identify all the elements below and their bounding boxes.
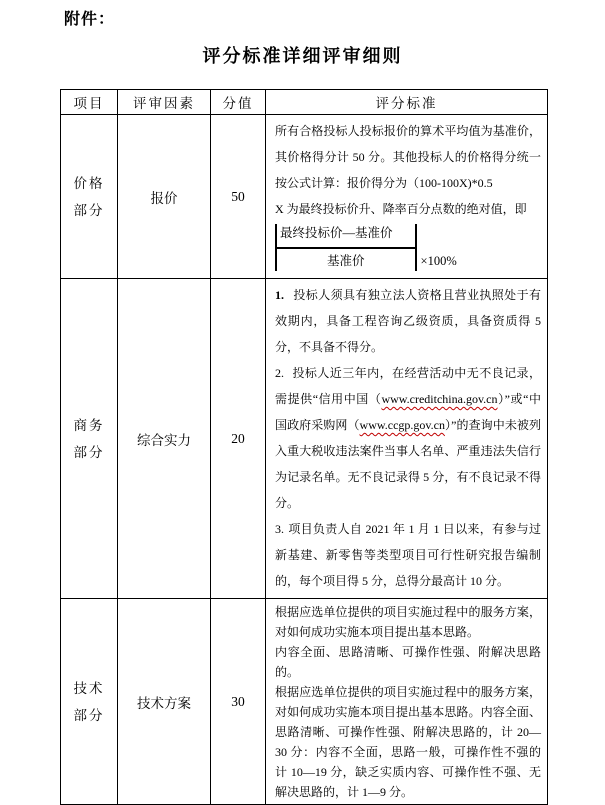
item-label: 商务部分: [73, 417, 105, 460]
criteria-paragraph-1: 根据应选单位提供的项目实施过程中的服务方案，对如何成功实施本项目提出基本思路。: [275, 605, 541, 639]
criteria-cell: [266, 279, 548, 599]
item-label: 价格部分: [73, 175, 105, 218]
table-row-business: [61, 279, 548, 599]
table-row-technical: [61, 599, 548, 805]
column-header-criteria: 评分标准: [266, 90, 548, 115]
paragraph-number: 1.: [275, 288, 284, 302]
paragraph-text: 投标人近三年内，在经营活动中无不良记录，需提供“信用中国（: [275, 366, 541, 406]
item-label: 技术部分: [73, 680, 105, 723]
column-header-factor: 评审因素: [118, 90, 211, 115]
formula-multiplier: ×100%: [420, 254, 457, 268]
attachment-label: 附件：: [64, 11, 116, 28]
criteria-paragraph-2: [275, 360, 541, 516]
scoring-table: [60, 89, 548, 805]
formula-numerator: 最终投标价—基准价: [277, 224, 415, 249]
factor-cell: 综合实力: [118, 279, 211, 599]
criteria-cell: [266, 115, 548, 279]
paragraph-text: 投标人须具有独立法人资格且营业执照处于有效期内，具备工程咨询乙级资质，具备资质得 5 分，不具备不得分。: [275, 288, 541, 354]
column-header-item: 项目: [61, 90, 118, 115]
creditchina-url: www.creditchina.gov.cn: [381, 392, 498, 406]
score-cell: 30: [211, 599, 266, 805]
formula-fraction: [275, 224, 417, 271]
column-header-score: 分值: [211, 90, 266, 115]
formula-denominator: 基准价: [327, 254, 365, 268]
score-cell: 20: [211, 279, 266, 599]
item-cell: [61, 279, 118, 599]
paragraph-text: ）”或“中国政府采购网（: [275, 392, 542, 432]
factor-cell: 报价: [118, 115, 211, 279]
criteria-paragraph-1: [275, 282, 541, 360]
criteria-paragraph: 所有合格投标人投标报价的算术平均值为基准价，其价格得分计 50 分。其他投标人的价格得分统一按公式计算：报价得分为（100-100X)*0.5: [275, 124, 541, 190]
paragraph-number: 2.: [275, 366, 284, 380]
score-cell: 50: [211, 115, 266, 279]
table-header-row: [61, 90, 548, 115]
criteria-paragraph-2: 内容全面、思路清晰、可操作性强、附解决思路的。: [275, 645, 541, 679]
page-title: 评分标准详细评审细则: [202, 46, 403, 66]
paragraph-number: 3.: [275, 522, 284, 536]
price-score-formula: [275, 224, 457, 271]
criteria-paragraph: X 为最终投标价升、降率百分点数的绝对值，即: [275, 202, 527, 216]
paragraph-text: ）”的查询中未被列入重大税收违法案件当事人名单、严重违法失信行为记录名单。无不良记录得 5 分，有不良记录不得分。: [275, 418, 541, 510]
item-cell: [61, 115, 118, 279]
paragraph-text: 项目负责人自 2021 年 1 月 1 日以来，有参与过新基建、新零售等类型项目可行性研究报告编制的，每个项目得 5 分，总得分最高计 10 分。: [275, 522, 541, 588]
item-cell: [61, 599, 118, 805]
criteria-cell: [266, 599, 548, 805]
table-row-price: [61, 115, 548, 279]
criteria-paragraph-3: 根据应选单位提供的项目实施过程中的服务方案，对如何成功实施本项目提出基本思路。内容全面、思路清晰、可操作性强、附解决思路的，计 20—30 分：内容不全面，思路一般，可操作性不强的计 10—19 分，缺乏实质内容、可操作性不强、无解决思路的，计 1—9 分。: [275, 685, 541, 799]
factor-cell: 技术方案: [118, 599, 211, 805]
criteria-paragraph-3: [275, 516, 541, 594]
ccgp-url: www.ccgp.gov.cn: [359, 418, 445, 432]
